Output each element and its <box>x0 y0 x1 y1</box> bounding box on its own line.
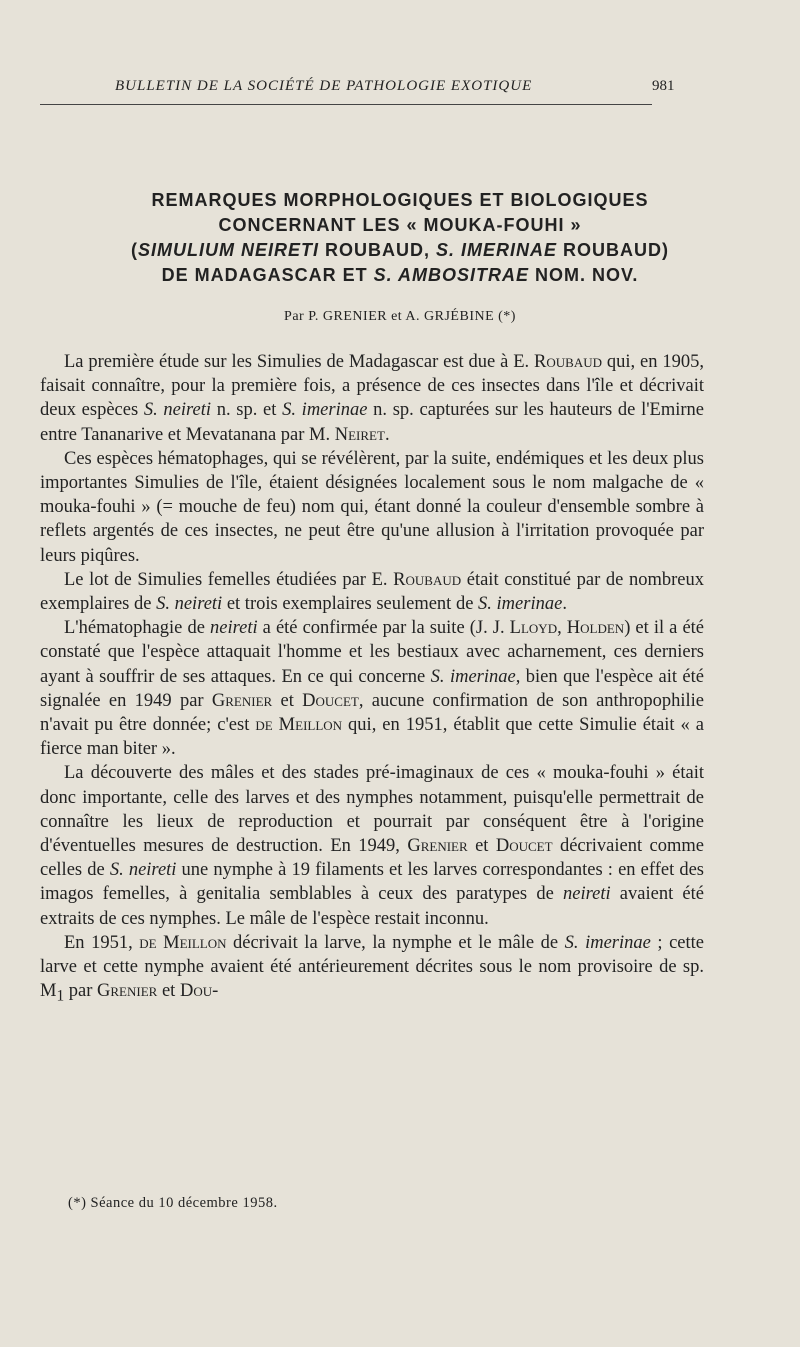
text: et <box>157 981 180 1002</box>
author-name: Dou- <box>179 981 219 1002</box>
text: . <box>562 594 567 615</box>
title-species-3: S. AMBOSITRAE <box>373 265 529 285</box>
text: et <box>467 836 496 857</box>
text: ) et il a été constaté que l'espèce attaquait l'homme et les bestiaux avec acharnement, ces derniers ayant à souffrir de ses attaques. En ce qui concerne <box>40 618 705 687</box>
running-head: BULLETIN DE LA SOCIÉTÉ DE PATHOLOGIE EXOTIQUE <box>115 78 533 94</box>
text: La découverte des mâles et des stades pré-imaginaux de ces « mouka-fouhi » était donc importante, celle des larves et des nymphes notamment, puisqu'elle permettrait de connaître les lieux de reproduction et pourrait par conséquent être à l'origine d'éventuelles mesures de destruction. En 1949, <box>40 763 704 857</box>
title-nomnov: NOM. NOV. <box>529 265 639 285</box>
text: n. sp. capturées sur les hauteurs de l'Emirne entre Tananarive et Mevatanana par M. <box>40 400 705 445</box>
author-name: Grenier <box>97 981 158 1002</box>
title-line-1: REMARQUES MORPHOLOGIQUES ET BIOLOGIQUES <box>151 190 649 210</box>
paragraph-5 <box>40 761 704 930</box>
text: par <box>64 981 98 1002</box>
text: a été confirmée par la suite (J. J. <box>257 618 510 639</box>
article-body <box>40 350 704 1009</box>
species-name: S. neireti <box>156 594 223 615</box>
paragraph-6 <box>40 931 704 1009</box>
text: qui, en 1951, établit que cette Simulie était « a fierce man biter ». <box>40 715 704 760</box>
paragraph-2 <box>40 447 704 568</box>
author-name: Lloyd <box>509 618 558 639</box>
species-name: S. imerinae <box>478 594 563 615</box>
paragraph-4 <box>40 616 704 761</box>
species-name: S. neireti <box>109 860 177 881</box>
footnote: (*) Séance du 10 décembre 1958. <box>68 1195 278 1211</box>
byline: Par P. GRENIER et A. GRJÉBINE (*) <box>284 309 516 324</box>
author-name: Neiret <box>334 424 385 445</box>
author-name: Roubaud <box>534 352 602 372</box>
author-name: Grenier <box>211 690 273 711</box>
text: . <box>384 424 390 445</box>
page-number: 981 <box>652 78 675 94</box>
title-species-2: S. IMERINAE <box>435 240 557 260</box>
text: décrivait la larve, la nymphe et le mâle de <box>226 932 565 953</box>
article-title <box>80 188 720 288</box>
author-name: de Meillon <box>139 932 227 953</box>
text: , <box>557 618 567 639</box>
text: La première étude sur les Simulies de Madagascar est due à E. <box>64 352 535 372</box>
text: ; cette larve et cette nymphe avaient été antérieurement décrites sous le nom provisoire de sp. M <box>40 932 704 1002</box>
author-name: Grenier <box>407 836 468 857</box>
text: et <box>272 690 303 711</box>
species-name: neireti <box>210 618 258 639</box>
title-line-3 <box>80 238 720 263</box>
text: , bien que l'espèce ait été signalée en 1949 par <box>40 666 704 711</box>
title-locality: DE MADAGASCAR ET <box>161 265 374 285</box>
paragraph-1 <box>40 350 704 447</box>
title-species-1: SIMULIUM NEIRETI <box>137 240 319 260</box>
title-line-2: CONCERNANT LES « MOUKA-FOUHI » <box>218 215 582 235</box>
text: avaient été extraits de ces nymphes. Le mâle de l'espèce restait inconnu. <box>40 884 704 929</box>
author-name: de Meillon <box>255 715 343 736</box>
header-rule <box>40 104 652 105</box>
text: était constitué par de nombreux exemplaires de <box>40 569 704 615</box>
text: Ces espèces hématophages, qui se révélèrent, par la suite, endémiques et les deux plus importantes Simulies de l'île, étaient désignées localement sous le nom malgache de « mouka-fouhi » (= mouche de feu) nom qui, étant donné la couleur d'ensemble sombre à reflets argentés de ces insectes, ne peut être qu'une allusion à l'irritation provoquée par leurs piqûres. <box>40 448 704 566</box>
text: une nymphe à 19 filaments et les larves correspondantes : en effet des imagos femelles, à genitalia semblables à ceux des paratypes de <box>40 860 704 905</box>
text: L'hématophagie de <box>64 618 210 639</box>
author-name: Doucet <box>302 690 359 711</box>
text: décrivaient comme celles de <box>40 836 704 881</box>
text: et trois exemplaires seulement de <box>222 594 479 615</box>
text: qui, en 1905, faisait connaître, pour la première fois, a présence de ces insectes dans l'île et décrivait deux espèces <box>40 352 704 421</box>
text: En 1951, <box>64 932 140 953</box>
title-line-4 <box>80 263 720 288</box>
text: , aucune confirmation de son anthropophilie n'avait pu être donnée; c'est <box>40 690 704 736</box>
author-name: Roubaud <box>393 569 462 590</box>
species-name: S. imerinae <box>282 400 368 421</box>
species-name: neireti <box>563 884 611 905</box>
species-name: S. neireti <box>143 400 212 421</box>
title-author-2: ROUBAUD) <box>557 240 669 260</box>
species-name: S. imerinae <box>564 932 651 953</box>
author-name: Holden <box>566 618 625 639</box>
title-paren: ( <box>130 240 138 260</box>
subscript: 1 <box>56 987 65 1005</box>
author-name: Doucet <box>495 836 553 857</box>
text: n. sp. et <box>211 400 283 421</box>
text: Le lot de Simulies femelles étudiées par E. <box>64 569 394 590</box>
paragraph-3 <box>40 568 704 616</box>
title-author-1: ROUBAUD, <box>318 240 436 260</box>
species-name: S. imerinae <box>430 666 516 687</box>
